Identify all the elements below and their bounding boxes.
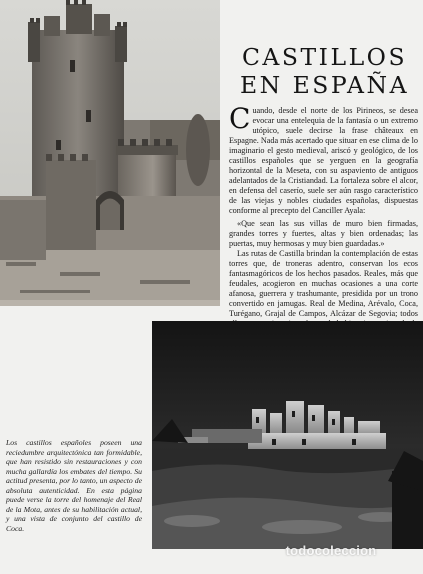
article-paragraph bbox=[229, 102, 418, 217]
article-title-line-1: CASTILLOS bbox=[241, 43, 408, 71]
drop-cap: C bbox=[229, 102, 251, 135]
watermark-text: todocoleccion bbox=[285, 543, 377, 558]
paragraph-text: uando, desde el norte de los Pirineos, se desea evocar una entelequia de la fantasía o un extremo utópico, suele decirse la frase châteaux en Espagne. Nada más acertado que situar en ese clima de lo imaginario el gesto medieval, ariscó y geológico, de los castillos españoles que se yerguen en la geografía horizontal de la Meseta, con su aspaviento de antiguos adelantados de la Cristiandad. La fortaleza sobre el alcor, en defensa del caserío, suele ser aún rasgo característico de las viejas y nobles ciudades españolas, dispuestas conforme al precepto del Canciller Ayala: bbox=[229, 106, 418, 216]
photo-caption: Los castillos españoles poseen una reciedumbre arquitectónica tan formidable, que han resistido sin restauraciones y con mucha gallardía los embates del tiempo. Su actitud presenta, por lo tanto, un aspecto de absoluta autenticidad. En esta página puede verse la torre del homenaje del Real de la Mota, antes de su habilitación actual, y una vista de conjunto del castillo de Coca. bbox=[6, 438, 142, 533]
article-title-line-2: EN ESPAÑA bbox=[239, 71, 410, 99]
castle-tower-photo bbox=[0, 0, 220, 306]
coca-castle-photo bbox=[152, 321, 423, 549]
article-paragraph: «Que sean las sus villas de muro bien firmadas, grandes torres y fuertes, altas y bien ordenadas; las puertas, muy hermosas y muy bien guardadas.» bbox=[229, 218, 418, 248]
article-paragraph: Las rutas de Castilla brindan la contemplación de estas torres que, de troneras adentro, conservan los ecos fantasmagóricos de los hechos pasados. Reales, más que feudales, acogieron en muchas ocasiones a una corte afanosa, guerrera y trashumante, presidida por un trono convertido en jamugas. Real de Medina, Arévalo, Coca, Turégano, Grajal de Campos, Alcázar de Segovia; todos bbox=[229, 248, 418, 318]
